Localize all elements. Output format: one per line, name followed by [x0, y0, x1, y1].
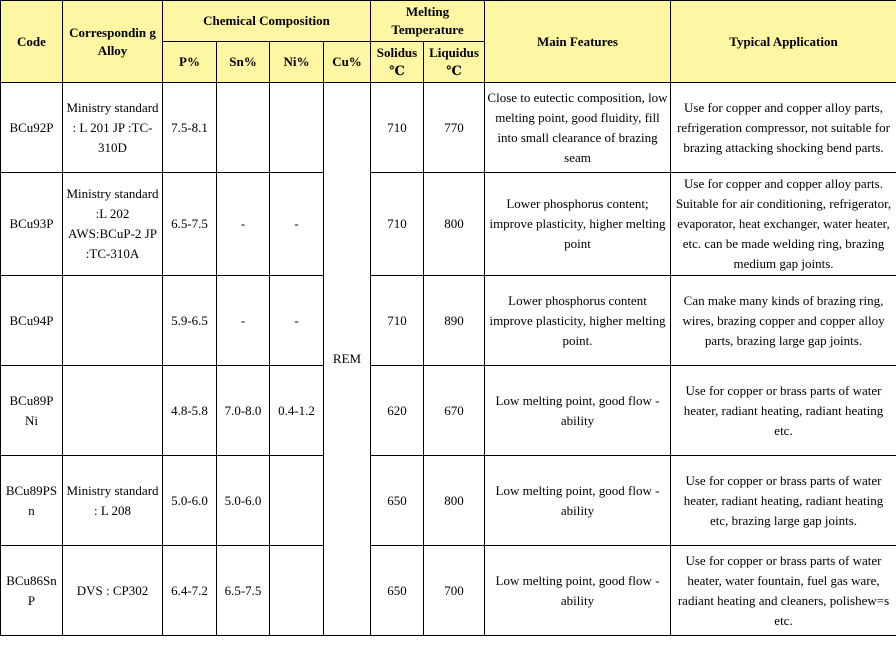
header-code: Code [1, 1, 63, 83]
cell-ni [270, 83, 324, 173]
cell-sn: 5.0-6.0 [217, 456, 270, 546]
cell-application: Use for copper or brass parts of water heater, water fountain, fuel gas ware, radiant heating and cleaners, polishew=s etc. [671, 546, 896, 636]
cell-code: BCu86Sn P [1, 546, 63, 636]
cell-alloy [63, 366, 163, 456]
cell-p: 5.0-6.0 [163, 456, 217, 546]
cell-p: 6.5-7.5 [163, 173, 217, 276]
cell-ni: - [270, 276, 324, 366]
cell-p: 6.4-7.2 [163, 546, 217, 636]
cell-features: Close to eutectic composition, low melting point, good fluidity, fill into small clearance of brazing seam [485, 83, 671, 173]
cell-ni [270, 456, 324, 546]
cell-sn: - [217, 173, 270, 276]
cell-liquidus: 770 [424, 83, 485, 173]
cell-sn: 6.5-7.5 [217, 546, 270, 636]
cell-alloy: DVS : CP302 [63, 546, 163, 636]
header-ni: Ni% [270, 42, 324, 83]
header-solidus: Solidus ℃ [371, 42, 424, 83]
table-row [1, 83, 896, 173]
cell-application: Use for copper and copper alloy parts. Suitable for air conditioning, refrigerator, evaporator, heat exchanger, water heater, etc. can be made welding ring, brazing medium gap joints. [671, 173, 896, 276]
cell-solidus: 710 [371, 83, 424, 173]
header-corresponding-alloy: Correspondin g Alloy [63, 1, 163, 83]
cell-application: Use for copper and copper alloy parts, refrigeration compressor, not suitable for brazing attacking shocking bend parts. [671, 83, 896, 173]
cell-solidus: 650 [371, 546, 424, 636]
header-row-1 [1, 1, 896, 42]
cell-features: Low melting point, good flow - ability [485, 546, 671, 636]
cell-ni [270, 546, 324, 636]
cell-features: Lower phosphorus content; improve plasticity, higher melting point [485, 173, 671, 276]
cell-liquidus: 700 [424, 546, 485, 636]
cell-solidus: 710 [371, 276, 424, 366]
table-row [1, 546, 896, 636]
table-row [1, 366, 896, 456]
cell-application: Can make many kinds of brazing ring, wires, brazing copper and copper alloy parts, brazing large gap joints. [671, 276, 896, 366]
cell-alloy [63, 276, 163, 366]
cell-code: BCu92P [1, 83, 63, 173]
cell-sn [217, 83, 270, 173]
cell-alloy: Ministry standard : L 208 [63, 456, 163, 546]
cell-cu-rem: REM [324, 83, 371, 636]
cell-liquidus: 670 [424, 366, 485, 456]
cell-code: BCu89P Ni [1, 366, 63, 456]
cell-liquidus: 890 [424, 276, 485, 366]
header-main-features: Main Features [485, 1, 671, 83]
cell-alloy: Ministry standard :L 202 AWS:BCuP-2 JP :TC-310A [63, 173, 163, 276]
cell-code: BCu94P [1, 276, 63, 366]
header-typical-application: Typical Application [671, 1, 896, 83]
cell-solidus: 620 [371, 366, 424, 456]
header-chemical-composition: Chemical Composition [163, 1, 371, 42]
cell-solidus: 710 [371, 173, 424, 276]
cell-code: BCu93P [1, 173, 63, 276]
cell-ni: - [270, 173, 324, 276]
header-melting-temperature: Melting Temperature [371, 1, 485, 42]
table-row [1, 276, 896, 366]
table-row [1, 456, 896, 546]
cell-liquidus: 800 [424, 456, 485, 546]
header-sn: Sn% [217, 42, 270, 83]
cell-p: 5.9-6.5 [163, 276, 217, 366]
header-liquidus: Liquidus ℃ [424, 42, 485, 83]
table-row [1, 173, 896, 276]
cell-p: 4.8-5.8 [163, 366, 217, 456]
header-cu: Cu% [324, 42, 371, 83]
cell-code: BCu89PS n [1, 456, 63, 546]
cell-application: Use for copper or brass parts of water heater, radiant heating, radiant heating etc, brazing large gap joints. [671, 456, 896, 546]
cell-solidus: 650 [371, 456, 424, 546]
cell-p: 7.5-8.1 [163, 83, 217, 173]
cell-ni: 0.4-1.2 [270, 366, 324, 456]
cell-sn: - [217, 276, 270, 366]
cell-features: Low melting point, good flow - ability [485, 456, 671, 546]
cell-features: Low melting point, good flow - ability [485, 366, 671, 456]
cell-liquidus: 800 [424, 173, 485, 276]
cell-sn: 7.0-8.0 [217, 366, 270, 456]
cell-alloy: Ministry standard : L 201 JP :TC-310D [63, 83, 163, 173]
cell-features: Lower phosphorus content improve plasticity, higher melting point. [485, 276, 671, 366]
cell-application: Use for copper or brass parts of water heater, radiant heating, radiant heating etc. [671, 366, 896, 456]
header-p: P% [163, 42, 217, 83]
